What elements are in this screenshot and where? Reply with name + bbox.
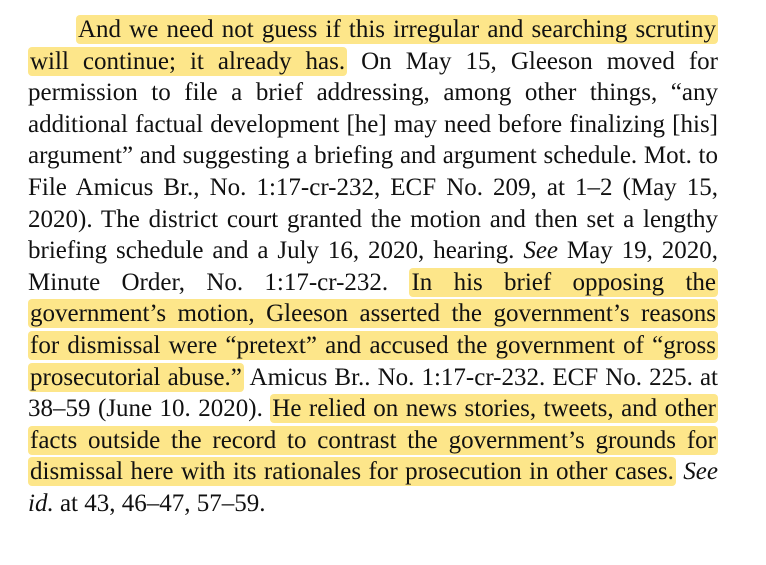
body-text: at 43, 46–47, 57–59. [53,489,266,517]
body-text: May 19, 2020, Minute Order, No. 1:17-cr-232. [28,237,719,296]
citation-signal: See [523,237,559,265]
citation-signal: See id. [28,458,718,517]
body-text: Amicus Br.. No. 1:17-cr-232. ECF No. 225. at 38–59 (June 10. 2020). [28,363,718,423]
body-text: On May 15, Gleeson moved for permission to file a brief addressing, among other things, “any additional factual development [he] may need before finalizing [his] argument” and suggesting a briefing and argument schedule. Mot. to File Amicus Br., No. 1:17-cr-232, ECF No. 209, at 1–2 (May 15, 2020). The district court granted the motion and then set a lengthy briefing schedule and a July 16, 2020, hearing. [28,47,718,265]
highlighted-sentence: And we need not guess if this irregular and searching scrutiny will continue; it already has. [30,16,716,75]
highlighted-sentence: He relied on news stories, tweets, and other facts outside the record to contrast the government’s grounds for dismissal here with its rationales for prosecution in other cases. [30,395,716,486]
body-paragraph [28,14,718,520]
highlighted-sentence: In his brief opposing the government’s motion, Gleeson asserted the government’s reasons for dismissal were “pretext” and accused the government of “gross prosecutorial abuse.” [30,268,716,391]
